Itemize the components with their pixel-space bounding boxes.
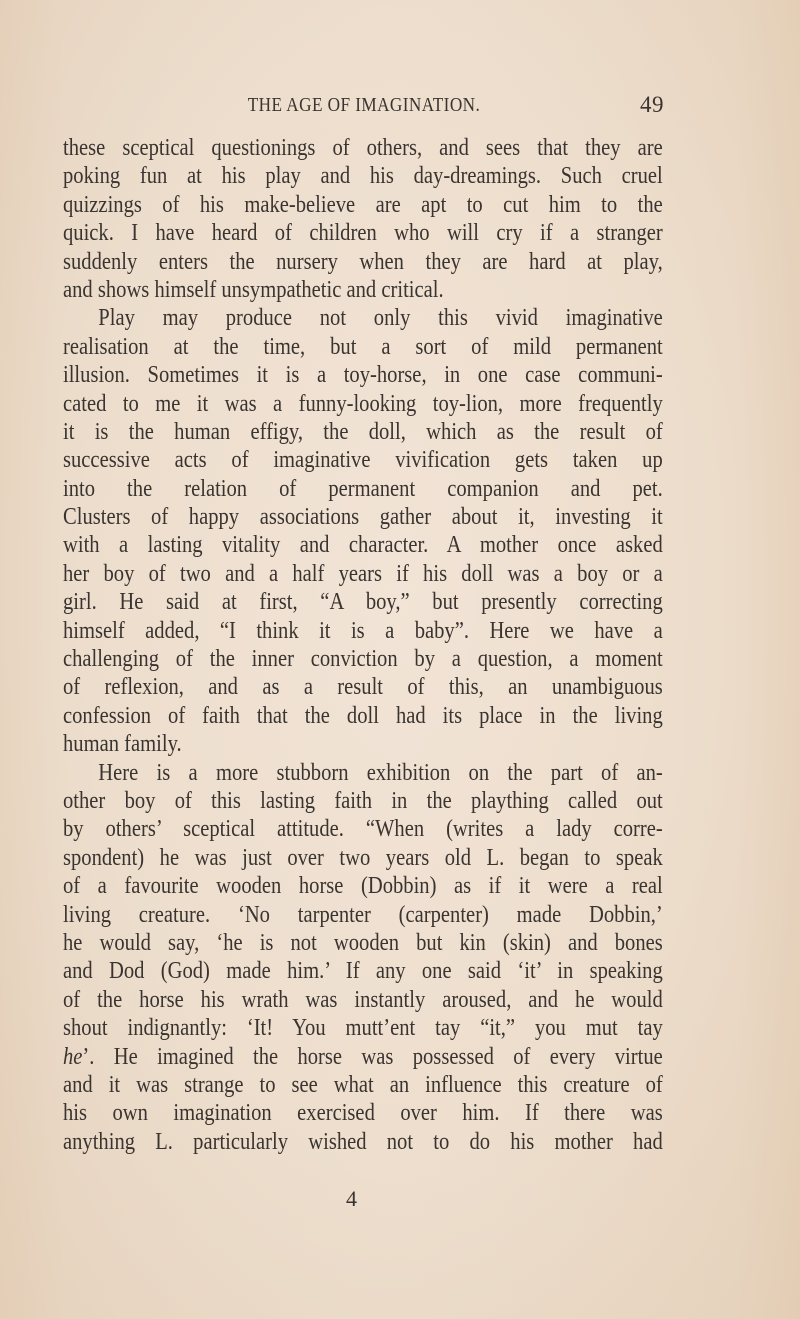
text-line-with-italic (63, 1043, 663, 1071)
text-line: it is the human effigy, the doll, which as the result of (63, 417, 663, 445)
italic-word: he (63, 1042, 83, 1070)
text-line: challenging of the inner conviction by a question, a moment (63, 645, 663, 673)
text-line: into the relation of permanent companion and pet. (63, 474, 663, 502)
text-line: living creature. ‘No tarpenter (carpenter) made Dobbin,’ (63, 900, 663, 928)
text-line-remainder: ’. He imagined the horse was possessed of every virtue (82, 1042, 663, 1070)
text-line: Clusters of happy associations gather about it, investing it (63, 503, 663, 531)
text-line: realisation at the time, but a sort of mild permanent (63, 332, 663, 360)
text-line: anything L. particularly wished not to do his mother had (63, 1127, 663, 1155)
text-line: and shows himself unsympathetic and critical. (63, 275, 444, 303)
text-line: illusion. Sometimes it is a toy-horse, in one case communi- (63, 361, 663, 389)
running-title: THE AGE OF IMAGINATION. (247, 94, 481, 116)
text-line: confession of faith that the doll had its place in the living (63, 701, 663, 729)
text-line: and it was strange to see what an influence this creature of (63, 1070, 663, 1098)
text-line: other boy of this lasting faith in the plaything called out (63, 786, 663, 814)
text-line: his own imagination exercised over him. If there was (63, 1099, 663, 1127)
text-line: cated to me it was a funny-looking toy-lion, more frequently (63, 389, 663, 417)
text-line: her boy of two and a half years if his doll was a boy or a (63, 559, 663, 587)
text-line: of reflexion, and as a result of this, an unambiguous (63, 673, 663, 701)
text-line: he would say, ‘he is not wooden but kin (skin) and bones (63, 928, 663, 956)
text-line: himself added, “I think it is a baby”. Here we have a (63, 616, 663, 644)
page-number: 49 (640, 92, 664, 117)
text-line: quick. I have heard of children who will cry if a stranger (63, 219, 663, 247)
text-line: spondent) he was just over two years old L. began to speak (63, 843, 663, 871)
text-line: suddenly enters the nursery when they are hard at play, (63, 247, 663, 275)
text-line: with a lasting vitality and character. A mother once asked (63, 531, 663, 559)
signature-mark: 4 (346, 1186, 357, 1211)
body-text (63, 134, 663, 1156)
text-line: and Dod (God) made him.’ If any one said ‘it’ in speaking (63, 957, 663, 985)
text-line: poking fun at his play and his day-dreamings. Such cruel (63, 162, 663, 190)
running-head (64, 92, 664, 122)
text-line: successive acts of imaginative vivification gets taken up (63, 446, 663, 474)
paragraph-start-line: Play may produce not only this vivid imaginative (98, 304, 663, 332)
text-line: shout indignantly: ‘It! You mutt’ent tay “it,” you mut tay (63, 1014, 663, 1042)
text-line: girl. He said at first, “A boy,” but presently correcting (63, 588, 663, 616)
paragraph-start-line: Here is a more stubborn exhibition on the part of an- (98, 758, 663, 786)
text-line: of the horse his wrath was instantly aroused, and he would (63, 985, 663, 1013)
text-line: of a favourite wooden horse (Dobbin) as if it were a real (63, 872, 663, 900)
text-line: these sceptical questionings of others, and sees that they are (63, 134, 663, 161)
text-line: by others’ sceptical attitude. “When (writes a lady corre- (63, 815, 663, 843)
text-line: quizzings of his make-believe are apt to cut him to the (63, 190, 663, 218)
text-line: human family. (63, 730, 182, 758)
